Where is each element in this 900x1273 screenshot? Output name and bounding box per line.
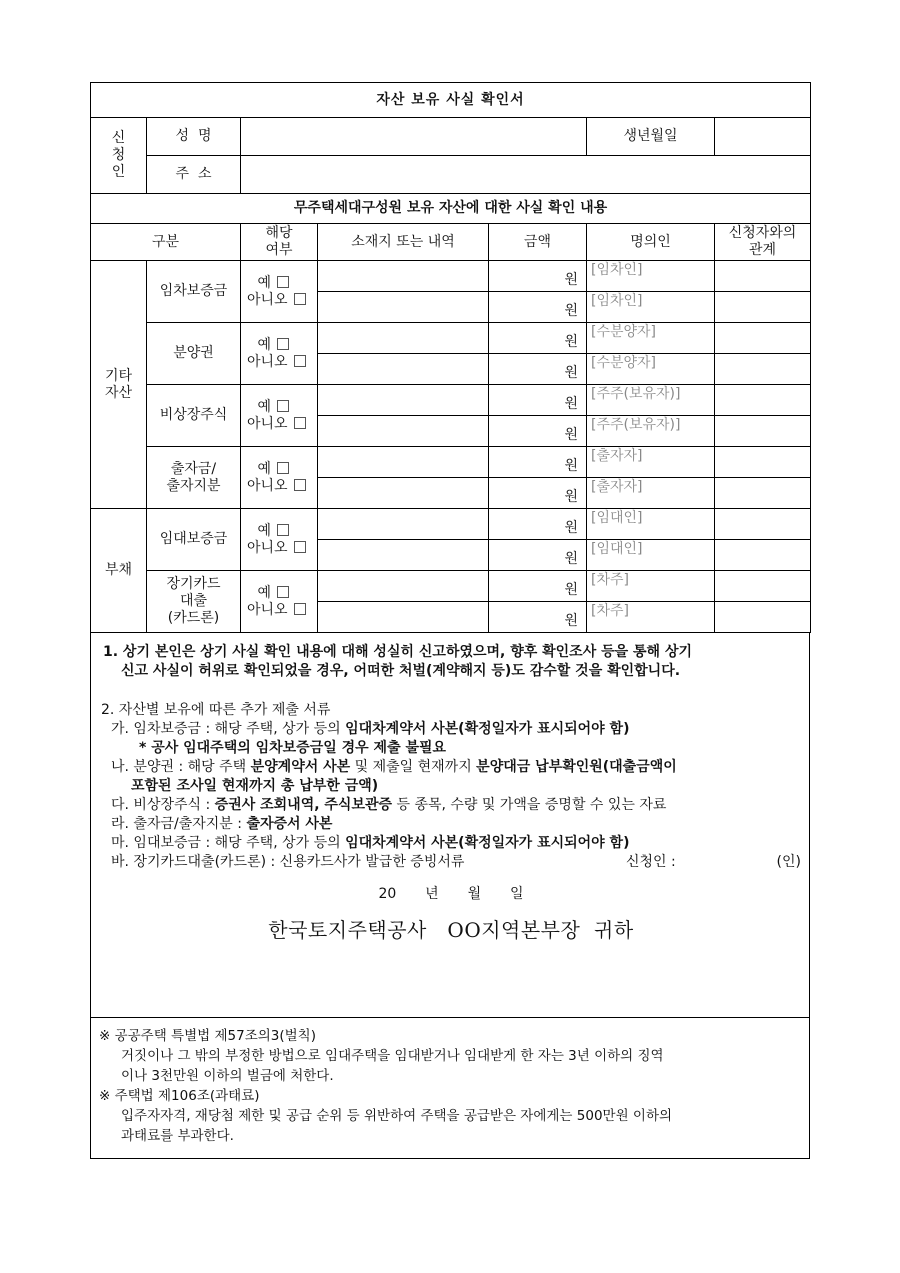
amount-field[interactable]: 원 bbox=[489, 261, 587, 292]
law-1-line-2: 이나 3천만원 이하의 벌금에 처한다. bbox=[121, 1068, 334, 1084]
address-label: 주 소 bbox=[147, 156, 241, 194]
form-page bbox=[90, 82, 810, 1159]
header-owner: 명의인 bbox=[587, 224, 715, 261]
owner-field[interactable]: [주주(보유자)] bbox=[587, 416, 715, 447]
applicable-choice bbox=[241, 323, 318, 385]
doc-ga-note: * 공사 임대주택의 임차보증금일 경우 제출 불필요 bbox=[139, 740, 447, 756]
doc-na-cont: 포함된 조사일 현재까지 총 납부한 금액) bbox=[131, 778, 379, 794]
location-field[interactable] bbox=[318, 323, 489, 354]
owner-field[interactable]: [출자자] bbox=[587, 478, 715, 509]
declaration bbox=[103, 643, 803, 681]
doc-na: 나. 분양권 : 해당 주택 분양계약서 사본 및 제출일 현재까지 분양대금 납부확인원(대출금액이 bbox=[111, 759, 677, 775]
no-checkbox[interactable] bbox=[294, 293, 306, 305]
doc-ba: 바. 장기카드대출(카드론) : 신용카드사가 발급한 증빙서류 bbox=[111, 854, 465, 870]
amount-field[interactable]: 원 bbox=[489, 447, 587, 478]
amount-field[interactable]: 원 bbox=[489, 323, 587, 354]
yes-label: 예 bbox=[257, 274, 271, 291]
law-1-line-1: 거짓이나 그 밖의 부정한 방법으로 임대주택을 임대받거나 임대받게 한 자는 3년 이하의 징역 bbox=[121, 1048, 664, 1064]
item-label: 분양권 bbox=[147, 323, 241, 385]
amount-field[interactable]: 원 bbox=[489, 602, 587, 633]
relation-field[interactable] bbox=[715, 354, 811, 385]
no-label: 아니오 bbox=[247, 353, 288, 370]
amount-field[interactable]: 원 bbox=[489, 478, 587, 509]
location-field[interactable] bbox=[318, 447, 489, 478]
penalty-notice bbox=[90, 1018, 810, 1159]
required-documents bbox=[101, 701, 801, 872]
no-checkbox[interactable] bbox=[294, 479, 306, 491]
location-field[interactable] bbox=[318, 261, 489, 292]
relation-field[interactable] bbox=[715, 602, 811, 633]
item-label: 장기카드 대출 (카드론) bbox=[147, 571, 241, 633]
declaration-line-1: 1. 상기 본인은 상기 사실 확인 내용에 대해 성실히 신고하였으며, 향후 확인조사 등을 통해 상기 bbox=[103, 644, 692, 660]
yes-checkbox[interactable] bbox=[277, 338, 289, 350]
relation-field[interactable] bbox=[715, 540, 811, 571]
applicant-label: 신 청 인 bbox=[91, 118, 147, 194]
address-field[interactable] bbox=[241, 156, 811, 194]
item-label: 비상장주식 bbox=[147, 385, 241, 447]
no-label: 아니오 bbox=[247, 539, 288, 556]
asset-row bbox=[91, 509, 811, 540]
header-applicable: 해당 여부 bbox=[241, 224, 318, 261]
item-label: 임차보증금 bbox=[147, 261, 241, 323]
yes-checkbox[interactable] bbox=[277, 462, 289, 474]
owner-field[interactable]: [임대인] bbox=[587, 540, 715, 571]
birth-label: 생년월일 bbox=[587, 118, 715, 156]
no-checkbox[interactable] bbox=[294, 355, 306, 367]
location-field[interactable] bbox=[318, 385, 489, 416]
asset-row bbox=[91, 571, 811, 602]
addressee: 한국토지주택공사 OO지역본부장 귀하 bbox=[268, 918, 634, 942]
location-field[interactable] bbox=[318, 602, 489, 633]
asset-row bbox=[91, 323, 811, 354]
declaration-line-2: 신고 사실이 허위로 확인되었을 경우, 어떠한 처벌(계약해지 등)도 감수할 것을 확인합니다. bbox=[121, 663, 681, 679]
applicable-choice bbox=[241, 509, 318, 571]
owner-field[interactable]: [차주] bbox=[587, 571, 715, 602]
amount-field[interactable]: 원 bbox=[489, 571, 587, 602]
yes-checkbox[interactable] bbox=[277, 524, 289, 536]
yes-checkbox[interactable] bbox=[277, 276, 289, 288]
asset-row bbox=[91, 447, 811, 478]
item-label: 출자금/ 출자지분 bbox=[147, 447, 241, 509]
doc-da: 다. 비상장주식 : 증권사 조회내역, 주식보관증 등 종목, 수량 및 가액을 증명할 수 있는 자료 bbox=[111, 797, 667, 813]
amount-field[interactable]: 원 bbox=[489, 540, 587, 571]
doc-ra: 라. 출자금/출자지분 : 출자증서 사본 bbox=[111, 816, 333, 832]
relation-field[interactable] bbox=[715, 447, 811, 478]
owner-field[interactable]: [출자자] bbox=[587, 447, 715, 478]
form-title: 자산 보유 사실 확인서 bbox=[91, 83, 811, 118]
amount-field[interactable]: 원 bbox=[489, 416, 587, 447]
owner-field[interactable]: [수분양자] bbox=[587, 323, 715, 354]
yes-label: 예 bbox=[257, 522, 271, 539]
law-2-title: ※ 주택법 제106조(과태료) bbox=[99, 1088, 260, 1104]
name-field[interactable] bbox=[241, 118, 587, 156]
owner-field[interactable]: [차주] bbox=[587, 602, 715, 633]
seal-mark[interactable]: (인) bbox=[776, 854, 801, 870]
documents-title: 2. 자산별 보유에 따른 추가 제출 서류 bbox=[101, 702, 331, 718]
asset-form-table bbox=[90, 82, 811, 633]
amount-field[interactable]: 원 bbox=[489, 292, 587, 323]
birth-field[interactable] bbox=[715, 118, 811, 156]
location-field[interactable] bbox=[318, 571, 489, 602]
yes-label: 예 bbox=[257, 336, 271, 353]
law-2-line-2: 과태료를 부과한다. bbox=[121, 1128, 234, 1144]
no-checkbox[interactable] bbox=[294, 417, 306, 429]
owner-field[interactable]: [임차인] bbox=[587, 292, 715, 323]
location-field[interactable] bbox=[318, 292, 489, 323]
doc-ga: 가. 임차보증금 : 해당 주택, 상가 등의 임대차계약서 사본(확정일자가 표시되어야 함) bbox=[111, 721, 630, 737]
relation-field[interactable] bbox=[715, 292, 811, 323]
location-field[interactable] bbox=[318, 540, 489, 571]
law-2-line-1: 입주자자격, 재당첨 제한 및 공급 순위 등 위반하여 주택을 공급받은 자에게는 500만원 이하의 bbox=[121, 1108, 673, 1124]
yes-checkbox[interactable] bbox=[277, 586, 289, 598]
applicant-sign-label: 신청인 : bbox=[626, 854, 676, 870]
relation-field[interactable] bbox=[715, 416, 811, 447]
header-location: 소재지 또는 내역 bbox=[318, 224, 489, 261]
amount-field[interactable]: 원 bbox=[489, 354, 587, 385]
no-checkbox[interactable] bbox=[294, 603, 306, 615]
owner-field[interactable]: [임대인] bbox=[587, 509, 715, 540]
owner-field[interactable]: [주주(보유자)] bbox=[587, 385, 715, 416]
no-label: 아니오 bbox=[247, 601, 288, 618]
header-relation: 신청자와의 관계 bbox=[715, 224, 811, 261]
law-1-title: ※ 공공주택 특별법 제57조의3(벌칙) bbox=[99, 1028, 316, 1044]
amount-field[interactable]: 원 bbox=[489, 385, 587, 416]
yes-label: 예 bbox=[257, 584, 271, 601]
header-amount: 금액 bbox=[489, 224, 587, 261]
location-field[interactable] bbox=[318, 354, 489, 385]
applicable-choice bbox=[241, 571, 318, 633]
section-title: 무주택세대구성원 보유 자산에 대한 사실 확인 내용 bbox=[91, 194, 811, 224]
relation-field[interactable] bbox=[715, 478, 811, 509]
no-label: 아니오 bbox=[247, 415, 288, 432]
notes-section bbox=[90, 633, 810, 1018]
location-field[interactable] bbox=[318, 478, 489, 509]
date-line: 20 년 월 일 bbox=[378, 886, 524, 902]
relation-field[interactable] bbox=[715, 261, 811, 292]
relation-field[interactable] bbox=[715, 571, 811, 602]
yes-checkbox[interactable] bbox=[277, 400, 289, 412]
amount-field[interactable]: 원 bbox=[489, 509, 587, 540]
item-label: 임대보증금 bbox=[147, 509, 241, 571]
location-field[interactable] bbox=[318, 416, 489, 447]
no-label: 아니오 bbox=[247, 477, 288, 494]
group-label: 기타 자산 bbox=[91, 261, 147, 509]
relation-field[interactable] bbox=[715, 509, 811, 540]
yes-label: 예 bbox=[257, 460, 271, 477]
relation-field[interactable] bbox=[715, 323, 811, 354]
owner-field[interactable]: [수분양자] bbox=[587, 354, 715, 385]
asset-row bbox=[91, 385, 811, 416]
doc-ma: 마. 임대보증금 : 해당 주택, 상가 등의 임대차계약서 사본(확정일자가 표시되어야 함) bbox=[111, 835, 630, 851]
applicable-choice bbox=[241, 447, 318, 509]
applicable-choice bbox=[241, 385, 318, 447]
owner-field[interactable]: [임차인] bbox=[587, 261, 715, 292]
no-label: 아니오 bbox=[247, 291, 288, 308]
applicable-choice bbox=[241, 261, 318, 323]
relation-field[interactable] bbox=[715, 385, 811, 416]
no-checkbox[interactable] bbox=[294, 541, 306, 553]
asset-row bbox=[91, 261, 811, 292]
group-label: 부채 bbox=[91, 509, 147, 633]
location-field[interactable] bbox=[318, 509, 489, 540]
header-category: 구분 bbox=[91, 224, 241, 261]
name-label: 성 명 bbox=[147, 118, 241, 156]
yes-label: 예 bbox=[257, 398, 271, 415]
